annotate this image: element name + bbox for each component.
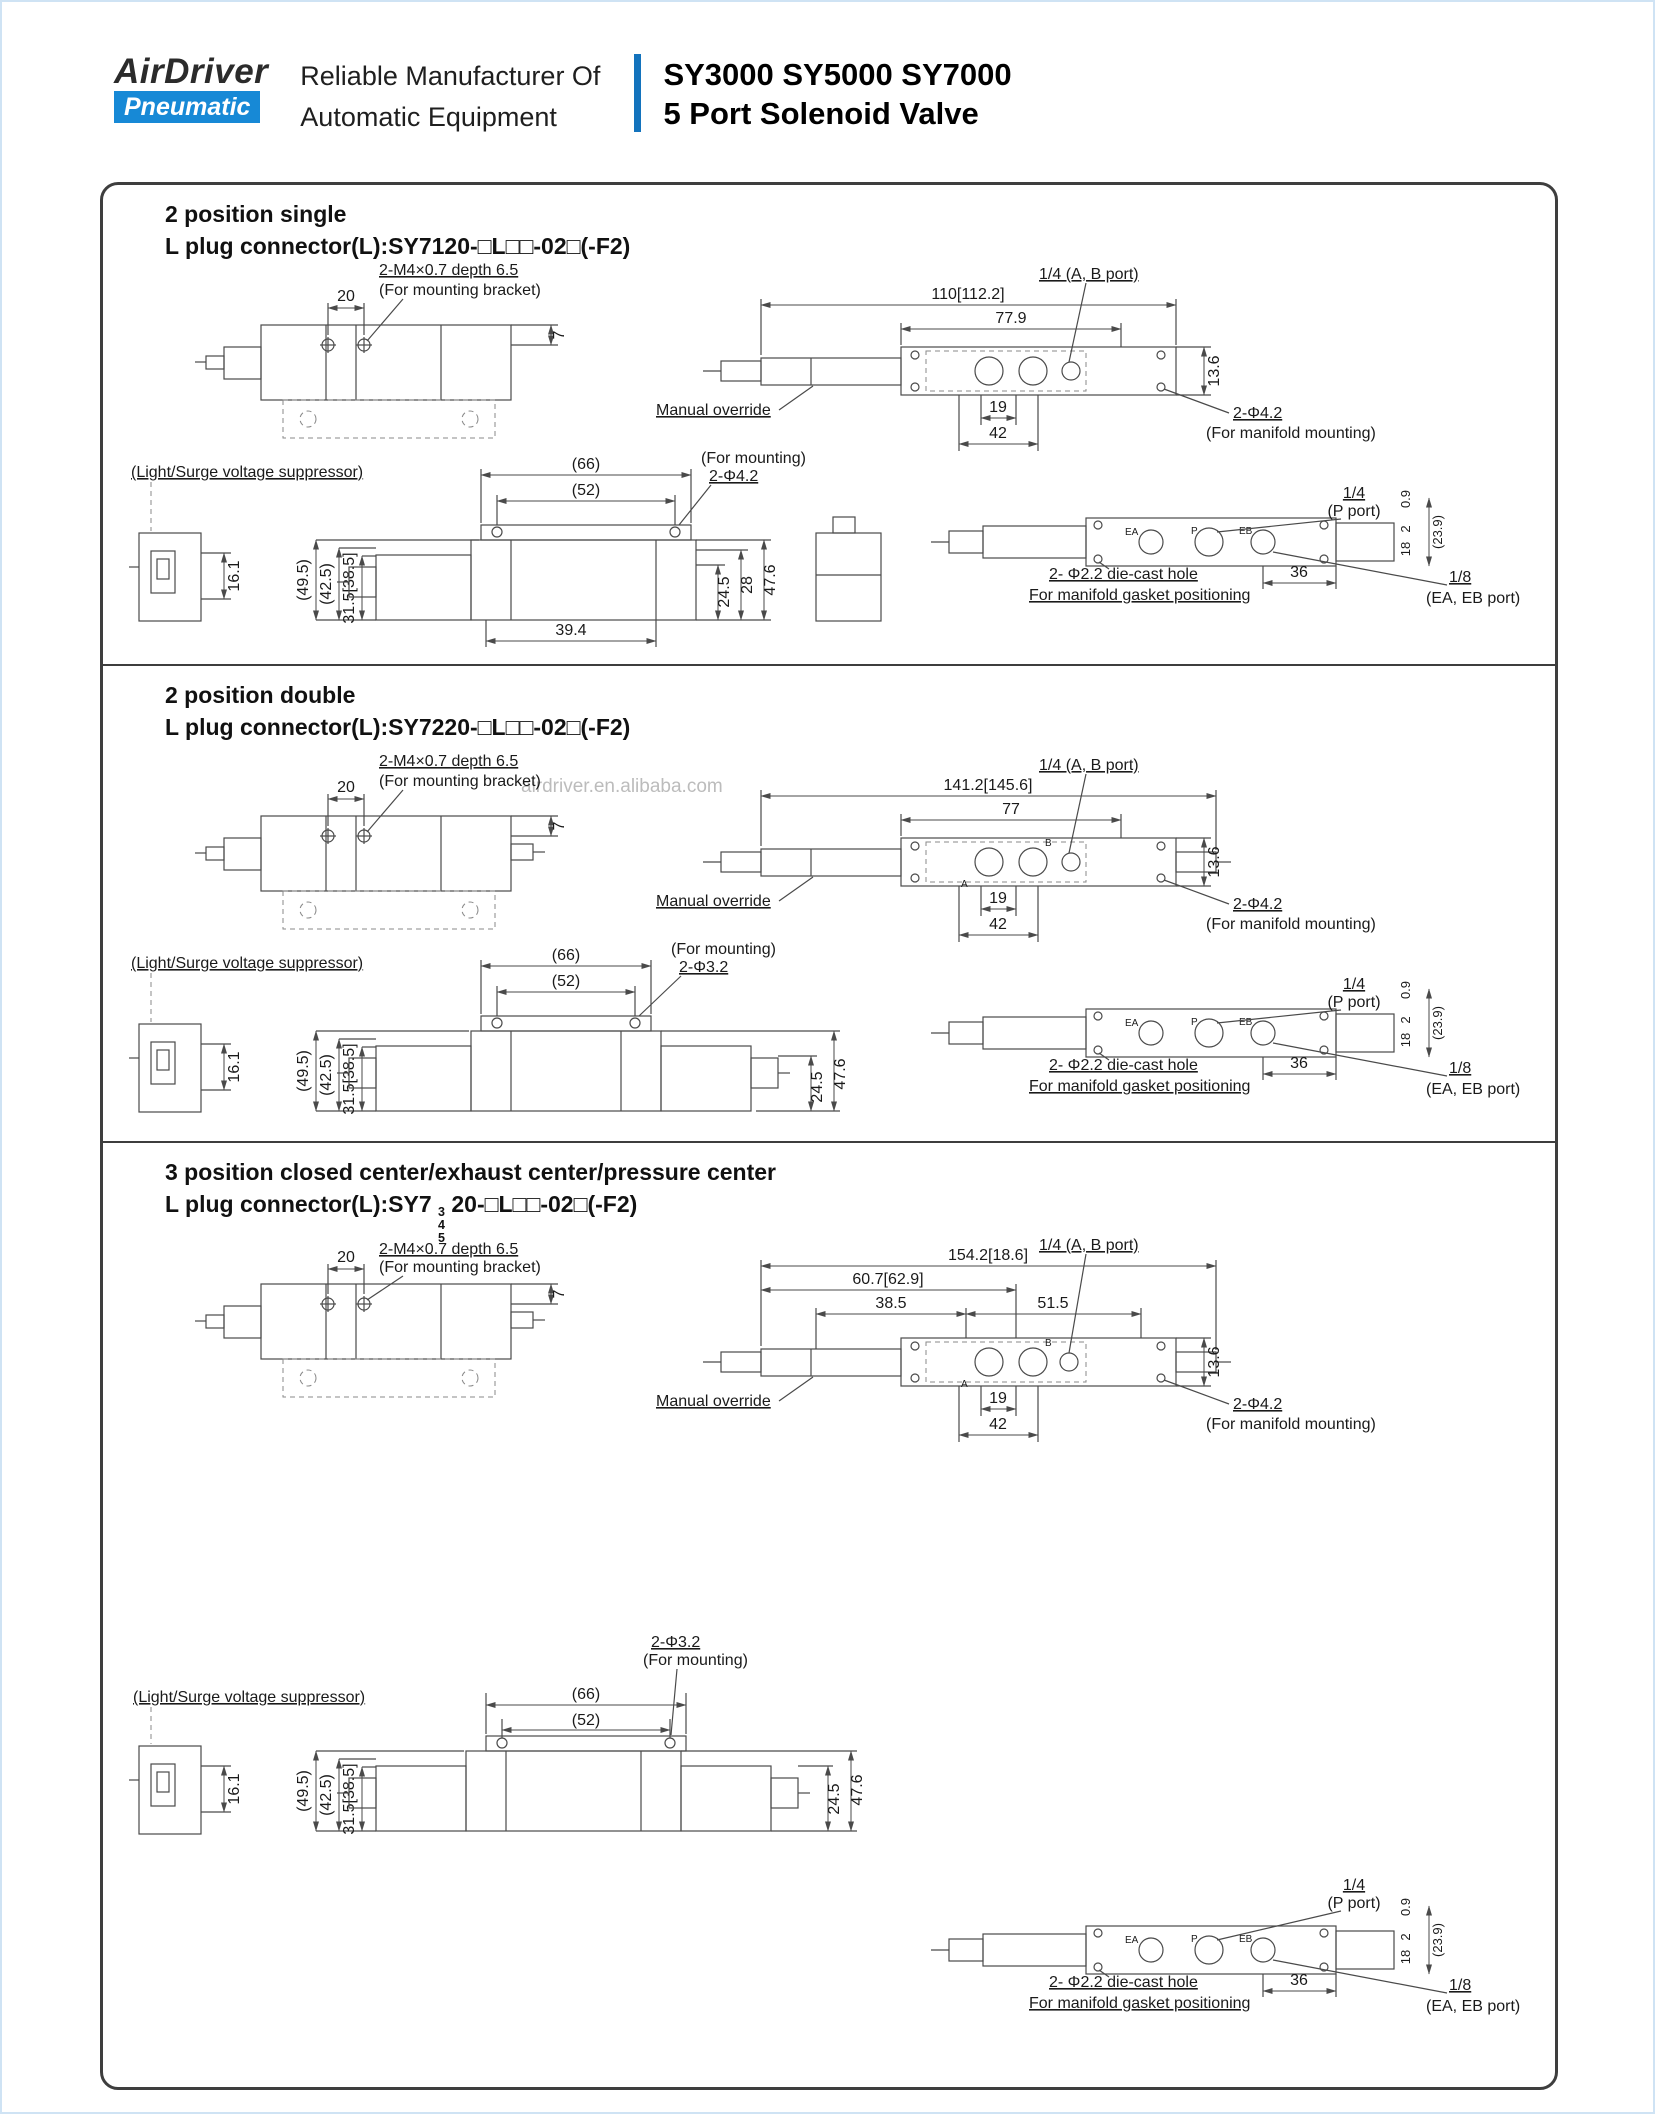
logo-subtext: Pneumatic xyxy=(114,91,260,123)
m4-note: 2-M4×0.7 depth 6.5 xyxy=(379,753,519,770)
mounting-phi-label: 2-Φ3.2 xyxy=(679,959,729,976)
mounting-note: (For mounting) xyxy=(643,1652,748,1669)
dim-16-1-label: 16.1 xyxy=(226,560,243,592)
dim-31-5-label: 31.5[38.5] xyxy=(341,1763,358,1835)
tagline-line2: Automatic Equipment xyxy=(300,101,557,132)
dim-16-1-label: 16.1 xyxy=(226,1051,243,1083)
side-view xyxy=(195,262,568,438)
port-eb-label: EB xyxy=(1239,1017,1253,1028)
dim-42-label: 42 xyxy=(989,425,1007,442)
width-sub2-dim: 38.5 xyxy=(875,1295,907,1312)
dim-36-label: 36 xyxy=(1290,1972,1308,1989)
dim-31-5-label: 31.5[38.5] xyxy=(341,552,358,624)
manual-override-label: Manual override xyxy=(656,402,771,419)
width-inner-dim: 77.9 xyxy=(995,310,1027,327)
section2-heading: 2 position double xyxy=(165,682,356,708)
section2-model-code: L plug connector(L):SY7220-□L□□-02□(-F2) xyxy=(165,714,631,740)
section1-model-code: L plug connector(L):SY7120-□L□□-02□(-F2) xyxy=(165,233,631,259)
section1-heading: 2 position single xyxy=(165,201,347,227)
dim-7-label: 7 xyxy=(551,1289,568,1299)
dim-66-label: (66) xyxy=(551,947,581,964)
dim-49-5-label: (49.5) xyxy=(295,559,312,601)
tagline xyxy=(300,54,600,137)
width-total-dim: 141.2[145.6] xyxy=(943,777,1033,794)
eaeb-port-label: (EA, EB port) xyxy=(1426,590,1521,607)
gasket-note: For manifold gasket positioning xyxy=(1029,1995,1251,2012)
dim-7-label: 7 xyxy=(551,330,568,340)
section3-heading: 3 position closed center/exhaust center/pressure center xyxy=(165,1159,777,1185)
port-b-label: B xyxy=(1045,1338,1052,1349)
bottom-view xyxy=(931,1877,1520,2015)
dim-0-9-label: 0.9 xyxy=(1398,1897,1413,1917)
manifold-phi-label: 2-Φ4.2 xyxy=(1233,896,1283,913)
dim-42-5-label: (42.5) xyxy=(318,1054,335,1096)
gasket-note: For manifold gasket positioning xyxy=(1029,1078,1251,1095)
manifold-mounting-note: (For manifold mounting) xyxy=(1206,425,1376,442)
manifold-mounting-note: (For manifold mounting) xyxy=(1206,1416,1376,1433)
watermark: airdriver.en.alibaba.com xyxy=(521,776,723,797)
m4-note: 2-M4×0.7 depth 6.5 xyxy=(379,262,519,279)
port-b-label: B xyxy=(1045,838,1052,849)
dim-19-label: 19 xyxy=(989,1390,1007,1407)
dim-42-label: 42 xyxy=(989,916,1007,933)
width-sub3-dim: 51.5 xyxy=(1037,1295,1069,1312)
port-eb-label: EB xyxy=(1239,1934,1253,1945)
gasket-note: For manifold gasket positioning xyxy=(1029,587,1251,604)
width-sub1-dim: 60.7[62.9] xyxy=(852,1271,924,1288)
mounting-note: (For mounting) xyxy=(671,941,776,958)
dim-23-9-label: (23.9) xyxy=(1430,515,1445,549)
p-port-size-label: 1/4 xyxy=(1342,976,1366,993)
dim-19-label: 19 xyxy=(989,399,1007,416)
dim-0-9-label: 0.9 xyxy=(1398,980,1413,1000)
dim-13-6-label: 13.6 xyxy=(1206,1346,1223,1378)
port-a-label: A xyxy=(961,879,968,890)
dim-24-5-label: 24.5 xyxy=(809,1071,826,1103)
dim-20-label: 20 xyxy=(337,779,355,796)
eaeb-size-label: 1/8 xyxy=(1449,569,1472,586)
dim-18-label: 18 xyxy=(1398,541,1413,557)
light-surge-note: (Light/Surge voltage suppressor) xyxy=(131,955,364,972)
side-view xyxy=(195,1241,568,1397)
width-total-dim: 110[112.2] xyxy=(931,286,1005,303)
dim-19-label: 19 xyxy=(989,890,1007,907)
die-cast-note: 2- Φ2.2 die-cast hole xyxy=(1049,1057,1198,1074)
port-p-label: P xyxy=(1191,1017,1198,1028)
port-eb-label: EB xyxy=(1239,526,1253,537)
dim-42-5-label: (42.5) xyxy=(318,1774,335,1816)
page-title-line2: 5 Port Solenoid Valve xyxy=(663,95,979,131)
ab-port-label: 1/4 (A, B port) xyxy=(1039,1238,1139,1254)
dim-42-5-label: (42.5) xyxy=(318,563,335,605)
width-total-dim: 154.2[18.6] xyxy=(947,1247,1029,1264)
dim-2-label: 2 xyxy=(1398,1933,1413,1941)
width-inner-dim: 77 xyxy=(1002,801,1020,818)
dim-20-label: 20 xyxy=(337,288,355,305)
port-p-label: P xyxy=(1191,526,1198,537)
dim-24-5-label: 24.5 xyxy=(716,576,733,608)
section1-drawing xyxy=(111,255,1551,660)
p-port-label: (P port) xyxy=(1327,994,1381,1011)
dim-18-label: 18 xyxy=(1398,1949,1413,1965)
dim-47-6-label: 47.6 xyxy=(762,564,779,596)
section-2-position-single xyxy=(103,185,1555,666)
logo-text: AirDriver xyxy=(114,52,269,91)
port-p-label: P xyxy=(1191,1934,1198,1945)
header-divider-bar xyxy=(634,54,641,132)
eaeb-port-label: (EA, EB port) xyxy=(1426,1081,1521,1098)
mounting-bracket-note: (For mounting bracket) xyxy=(379,773,541,790)
p-port-size-label: 1/4 xyxy=(1342,485,1366,502)
page-title-line1: SY3000 SY5000 SY7000 xyxy=(663,57,1012,92)
m4-note: 2-M4×0.7 depth 6.5 xyxy=(379,1241,519,1258)
model-code-suffix: 20-□L□□-02□(-F2) xyxy=(451,1191,638,1217)
page-title xyxy=(663,54,1011,134)
manual-override-label: Manual override xyxy=(656,893,771,910)
front-view xyxy=(129,941,849,1115)
bottom-view xyxy=(931,485,1520,607)
dim-7-label: 7 xyxy=(551,821,568,831)
manifold-phi-label: 2-Φ4.2 xyxy=(1233,1396,1283,1413)
dim-20-label: 20 xyxy=(337,1249,355,1266)
top-view xyxy=(656,266,1376,451)
die-cast-note: 2- Φ2.2 die-cast hole xyxy=(1049,1974,1198,1991)
port-ea-label: EA xyxy=(1125,527,1139,538)
dim-49-5-label: (49.5) xyxy=(295,1050,312,1092)
manifold-phi-label: 2-Φ4.2 xyxy=(1233,405,1283,422)
dim-39-4-label: 39.4 xyxy=(555,622,587,639)
dim-13-6-label: 13.6 xyxy=(1206,355,1223,387)
dim-52-label: (52) xyxy=(551,973,581,990)
p-port-label: (P port) xyxy=(1327,1895,1381,1912)
bottom-view xyxy=(931,976,1520,1098)
eaeb-size-label: 1/8 xyxy=(1449,1060,1472,1077)
stack-3: 3 xyxy=(438,1205,445,1219)
dim-42-label: 42 xyxy=(989,1416,1007,1433)
stack-4: 4 xyxy=(438,1217,445,1232)
dim-31-5-label: 31.5[38.5] xyxy=(341,1043,358,1115)
front-view xyxy=(129,1634,866,1835)
light-surge-note: (Light/Surge voltage suppressor) xyxy=(133,1689,366,1706)
top-view xyxy=(656,757,1376,942)
dim-2-label: 2 xyxy=(1398,525,1413,533)
dim-28-label: 28 xyxy=(739,576,756,594)
section-2-position-double xyxy=(103,666,1555,1143)
dim-52-label: (52) xyxy=(571,482,601,499)
dim-2-label: 2 xyxy=(1398,1016,1413,1024)
mounting-note: (For mounting) xyxy=(701,450,806,467)
dim-23-9-label: (23.9) xyxy=(1430,1006,1445,1040)
dim-16-1-label: 16.1 xyxy=(226,1773,243,1805)
port-ea-label: EA xyxy=(1125,1018,1139,1029)
dim-36-label: 36 xyxy=(1290,564,1308,581)
mounting-bracket-note: (For mounting bracket) xyxy=(379,282,541,299)
front-view xyxy=(129,450,881,647)
die-cast-note: 2- Φ2.2 die-cast hole xyxy=(1049,566,1198,583)
stack-5: 5 xyxy=(438,1230,445,1245)
eaeb-port-label: (EA, EB port) xyxy=(1426,1998,1521,2015)
eaeb-size-label: 1/8 xyxy=(1449,1977,1472,1994)
tagline-line1: Reliable Manufacturer Of xyxy=(300,61,601,91)
drawing-sheet xyxy=(100,182,1558,2090)
mounting-phi-label: 2-Φ4.2 xyxy=(709,468,759,485)
dim-23-9-label: (23.9) xyxy=(1430,1923,1445,1957)
dim-13-6-label: 13.6 xyxy=(1206,846,1223,878)
brand-logo xyxy=(114,54,268,123)
manual-override-label: Manual override xyxy=(656,1393,771,1410)
section3-drawing xyxy=(111,1238,1551,2038)
dim-24-5-label: 24.5 xyxy=(826,1783,843,1815)
dim-36-label: 36 xyxy=(1290,1055,1308,1072)
p-port-size-label: 1/4 xyxy=(1342,1877,1366,1894)
dim-52-label: (52) xyxy=(571,1712,601,1729)
dim-66-label: (66) xyxy=(571,1686,601,1703)
section2-drawing xyxy=(111,746,1551,1141)
ab-port-label: 1/4 (A, B port) xyxy=(1039,757,1139,774)
dim-47-6-label: 47.6 xyxy=(849,1774,866,1806)
port-ea-label: EA xyxy=(1125,1935,1139,1946)
mounting-phi-label: 2-Φ3.2 xyxy=(651,1634,701,1651)
dim-49-5-label: (49.5) xyxy=(295,1770,312,1812)
dim-0-9-label: 0.9 xyxy=(1398,489,1413,509)
dim-18-label: 18 xyxy=(1398,1032,1413,1048)
dim-66-label: (66) xyxy=(571,456,601,473)
ab-port-label: 1/4 (A, B port) xyxy=(1039,266,1139,283)
mounting-bracket-note: (For mounting bracket) xyxy=(379,1259,541,1276)
p-port-label: (P port) xyxy=(1327,503,1381,520)
section3-model-code xyxy=(165,1191,1555,1244)
section-3-position xyxy=(103,1143,1555,2085)
model-code-prefix: L plug connector(L):SY7 xyxy=(165,1191,432,1217)
top-view xyxy=(656,1238,1376,1442)
header xyxy=(114,54,1012,137)
dim-47-6-label: 47.6 xyxy=(832,1058,849,1090)
port-a-label: A xyxy=(961,1379,968,1390)
light-surge-note: (Light/Surge voltage suppressor) xyxy=(131,464,364,481)
side-view xyxy=(195,753,568,929)
manifold-mounting-note: (For manifold mounting) xyxy=(1206,916,1376,933)
